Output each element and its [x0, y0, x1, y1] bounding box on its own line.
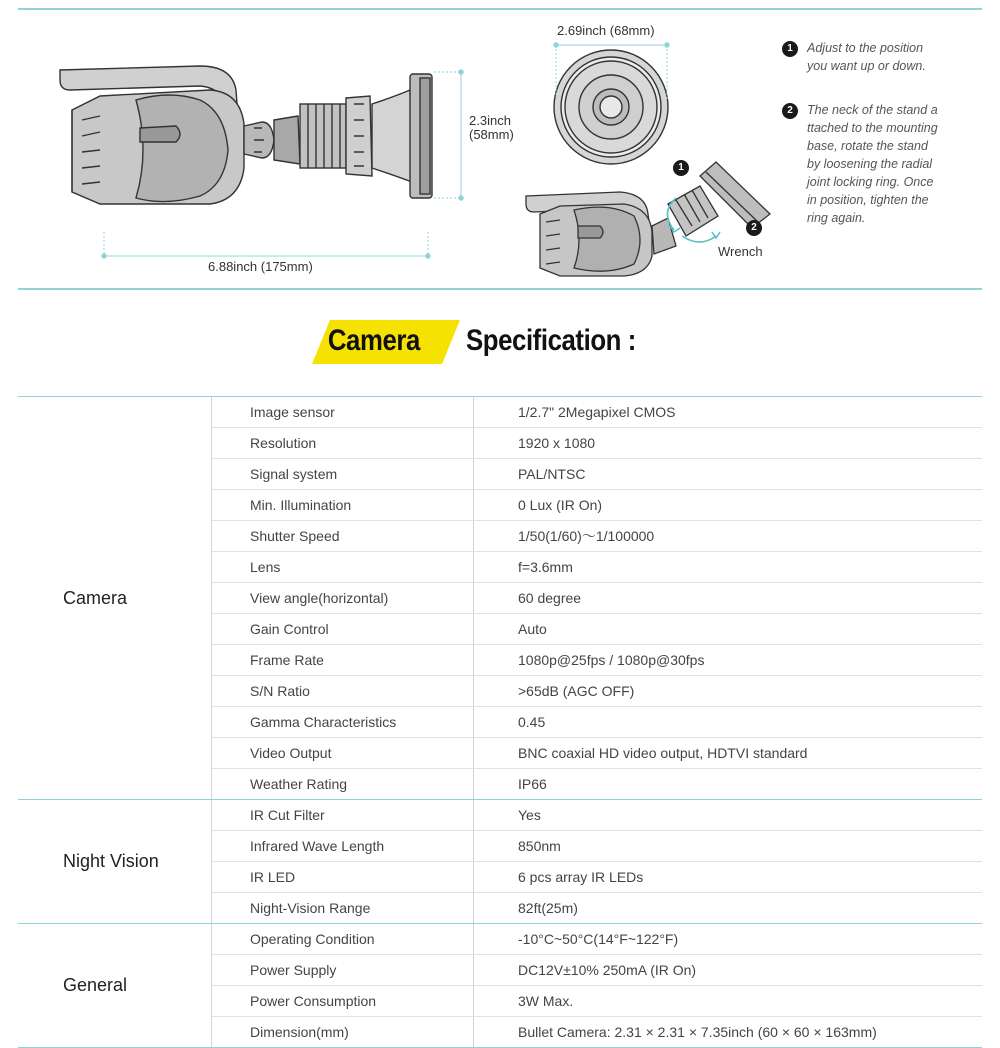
- front-width-label: 2.69inch (68mm): [557, 23, 655, 38]
- note-1-line: you want up or down.: [807, 59, 926, 73]
- spec-value: 1080p@25fps / 1080p@30fps: [518, 652, 705, 668]
- table-row: [212, 520, 982, 551]
- note-number-2: 2: [782, 103, 798, 119]
- callout-badge-2: 2: [746, 220, 762, 236]
- spec-parameter: S/N Ratio: [212, 676, 474, 706]
- spec-value: 1/2.7" 2Megapixel CMOS: [518, 404, 676, 420]
- spec-group-label: Night Vision: [63, 851, 159, 871]
- spec-value: PAL/NTSC: [518, 466, 586, 482]
- table-row: [212, 800, 982, 830]
- table-row: [212, 613, 982, 644]
- note-2-line: ring again.: [807, 211, 866, 225]
- spec-rows: [212, 397, 982, 799]
- spec-group-label: General: [63, 975, 128, 995]
- table-row: [212, 458, 982, 489]
- table-row: [212, 551, 982, 582]
- spec-value: 0 Lux (IR On): [518, 497, 603, 513]
- spec-group: [18, 799, 982, 923]
- table-row: [212, 830, 982, 861]
- table-row: [212, 861, 982, 892]
- spec-value: 60 degree: [518, 590, 582, 606]
- callout-badge-1: 1: [673, 160, 689, 176]
- spec-parameter: Gamma Characteristics: [212, 707, 474, 737]
- side-view-camera-illustration: [60, 66, 432, 204]
- title-highlight-word: Camera: [327, 324, 420, 357]
- spec-value: DC12V±10% 250mA (IR On): [518, 962, 697, 978]
- spec-parameter: Power Consumption: [212, 986, 474, 1016]
- spec-value: Yes: [518, 807, 541, 823]
- table-row: [212, 706, 982, 737]
- spec-parameter: View angle(horizontal): [212, 583, 474, 613]
- group-column-divider: [211, 924, 212, 1047]
- table-row: [212, 427, 982, 458]
- note-2: [807, 101, 938, 227]
- note-2-line: joint locking ring. Once: [807, 175, 934, 189]
- spec-parameter: Night-Vision Range: [212, 893, 474, 923]
- spec-value: Auto: [518, 621, 547, 637]
- table-row: [212, 924, 982, 954]
- spec-value: f=3.6mm: [518, 559, 573, 575]
- side-width-label: 6.88inch (175mm): [208, 259, 313, 274]
- spec-value: 82ft(25m): [518, 900, 578, 916]
- table-row: [212, 768, 982, 799]
- table-row: [212, 397, 982, 427]
- spec-parameter: Shutter Speed: [212, 521, 474, 551]
- spec-parameter: Video Output: [212, 738, 474, 768]
- spec-parameter: Infrared Wave Length: [212, 831, 474, 861]
- spec-rows: [212, 800, 982, 923]
- note-2-line: ttached to the mounting: [807, 121, 938, 135]
- spec-parameter: IR LED: [212, 862, 474, 892]
- group-column-divider: [211, 800, 212, 923]
- front-view-lens-illustration: [554, 50, 668, 164]
- spec-value: 850nm: [518, 838, 561, 854]
- spec-value: 3W Max.: [518, 993, 574, 1009]
- note-number-1: 1: [782, 41, 798, 57]
- camera-dimension-diagram: [0, 0, 1000, 290]
- note-2-line: in position, tighten the: [807, 193, 929, 207]
- specification-table: [18, 396, 982, 1048]
- spec-rows: [212, 924, 982, 1047]
- spec-value: BNC coaxial HD video output, HDTVI standard: [518, 745, 808, 761]
- spec-parameter: Operating Condition: [212, 924, 474, 954]
- spec-parameter: Power Supply: [212, 955, 474, 985]
- spec-value: >65dB (AGC OFF): [518, 683, 635, 699]
- table-row: [212, 644, 982, 675]
- title-rest: Specification :: [466, 324, 636, 357]
- spec-parameter: Lens: [212, 552, 474, 582]
- note-2-line: base, rotate the stand: [807, 139, 928, 153]
- note-2-line: The neck of the stand a: [807, 103, 938, 117]
- spec-value: IP66: [518, 776, 547, 792]
- note-2-line: by loosening the radial: [807, 157, 933, 171]
- note-1: [807, 39, 926, 75]
- spec-value: 1/50(1/60)～1/100000: [518, 528, 655, 544]
- table-row: [212, 582, 982, 613]
- table-row: [212, 1016, 982, 1047]
- wrench-label: Wrench: [718, 244, 763, 259]
- spec-parameter: Weather Rating: [212, 769, 474, 799]
- spec-parameter: Gain Control: [212, 614, 474, 644]
- table-row: [212, 737, 982, 768]
- table-row: [212, 675, 982, 706]
- table-row: [212, 985, 982, 1016]
- table-row: [212, 892, 982, 923]
- table-row: [212, 954, 982, 985]
- spec-group: [18, 396, 982, 799]
- spec-value: -10°C~50°C(14°F~122°F): [518, 931, 679, 947]
- group-column-divider: [211, 397, 212, 799]
- spec-group-label: Camera: [63, 587, 128, 608]
- spec-parameter: Frame Rate: [212, 645, 474, 675]
- spec-parameter: Min. Illumination: [212, 490, 474, 520]
- spec-parameter: Dimension(mm): [212, 1017, 474, 1047]
- note-1-line: Adjust to the position: [807, 41, 924, 55]
- table-row: [212, 489, 982, 520]
- spec-parameter: Signal system: [212, 459, 474, 489]
- spec-value: Bullet Camera: 2.31 × 2.31 × 7.35inch (60 × 60 × 163mm): [518, 1024, 877, 1040]
- spec-parameter: IR Cut Filter: [212, 800, 474, 830]
- spec-value: 6 pcs array IR LEDs: [518, 869, 644, 885]
- spec-parameter: Image sensor: [212, 397, 474, 427]
- spec-group: [18, 923, 982, 1048]
- spec-value: 1920 x 1080: [518, 435, 596, 451]
- spec-parameter: Resolution: [212, 428, 474, 458]
- section-divider: [18, 288, 982, 290]
- side-height-label: 2.3inch (58mm): [469, 113, 514, 142]
- section-title: [0, 300, 1000, 390]
- spec-value: 0.45: [518, 714, 546, 730]
